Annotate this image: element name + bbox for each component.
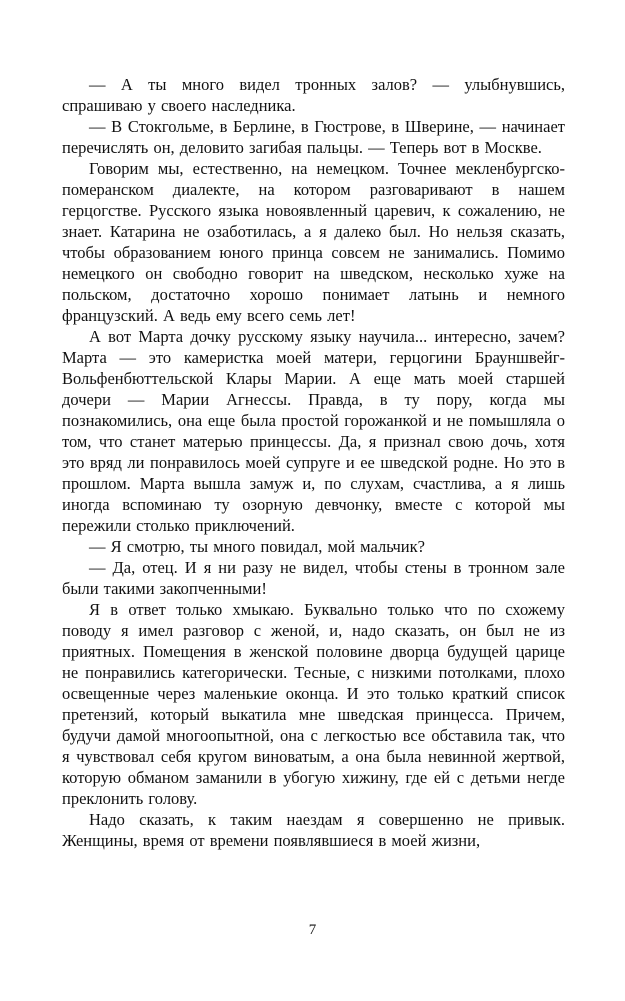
- paragraph: — А ты много видел тронных залов? — улыбнувшись, спрашиваю у своего наследника.: [62, 75, 565, 115]
- paragraph: — Я смотрю, ты много повидал, мой мальчик?: [89, 537, 425, 556]
- paragraph: — Да, отец. И я ни разу не видел, чтобы стены в тронном зале были такими закопченными!: [62, 558, 565, 598]
- paragraph: А вот Марта дочку русскому языку научила... интересно, зачем? Марта — это камеристка моей матери, герцогини Брауншвейг-Вольфенбюттельской Клары Марии. А еще мать моей старшей дочери — Марии Агнессы. Правда, в ту пору, когда мы познакомились, она еще была простой горожанкой и не помышляла о том, что станет матерью принцессы. Да, я признал свою дочь, хотя это вряд ли понравилось моей супруге и ее шведской родне. Но это в прошлом. Марта вышла замуж и, по слухам, счастлива, а я лишь иногда вспоминаю ту озорную девчонку, вместе с которой мы пережили столько приключений.: [62, 327, 565, 535]
- paragraph: Я в ответ только хмыкаю. Буквально только что по схожему поводу я имел разговор с женой, и, надо сказать, он был не из приятных. Помещения в женской половине дворца будущей царице не понравились категорически. Тесные, с низкими потолками, плохо освещенные через маленькие оконца. И это только краткий список претензий, который выкатила мне шведская принцесса. Причем, будучи дамой многоопытной, она с легкостью все обставила так, что я чувствовал себя кругом виноватым, а она была невинной жертвой, которую обманом заманили в убогую хижину, где ей с детьми негде преклонить голову.: [62, 600, 565, 808]
- page-number: 7: [308, 922, 317, 938]
- paragraph: — В Стокгольме, в Берлине, в Гюстрове, в Шверине, — начинает перечислять он, деловито загибая пальцы. — Теперь вот в Москве.: [62, 117, 565, 157]
- page-text-block: [62, 74, 565, 851]
- paragraph: Говорим мы, естественно, на немецком. Точнее мекленбургско-померанском диалекте, на котором разговаривают в нашем герцогстве. Русского языка новоявленный царевич, к сожалению, не знает. Катарина не озаботилась, а я далеко был. Но нельзя сказать, чтобы образованием юного принца совсем не занимались. Помимо немецкого он свободно говорит на шведском, несколько хуже на польском, достаточно хорошо понимает латынь и немного французский. А ведь ему всего семь лет!: [62, 159, 565, 325]
- paragraph: Надо сказать, к таким наездам я совершенно не привык. Женщины, время от времени появлявшиеся в моей жизни,: [62, 810, 565, 850]
